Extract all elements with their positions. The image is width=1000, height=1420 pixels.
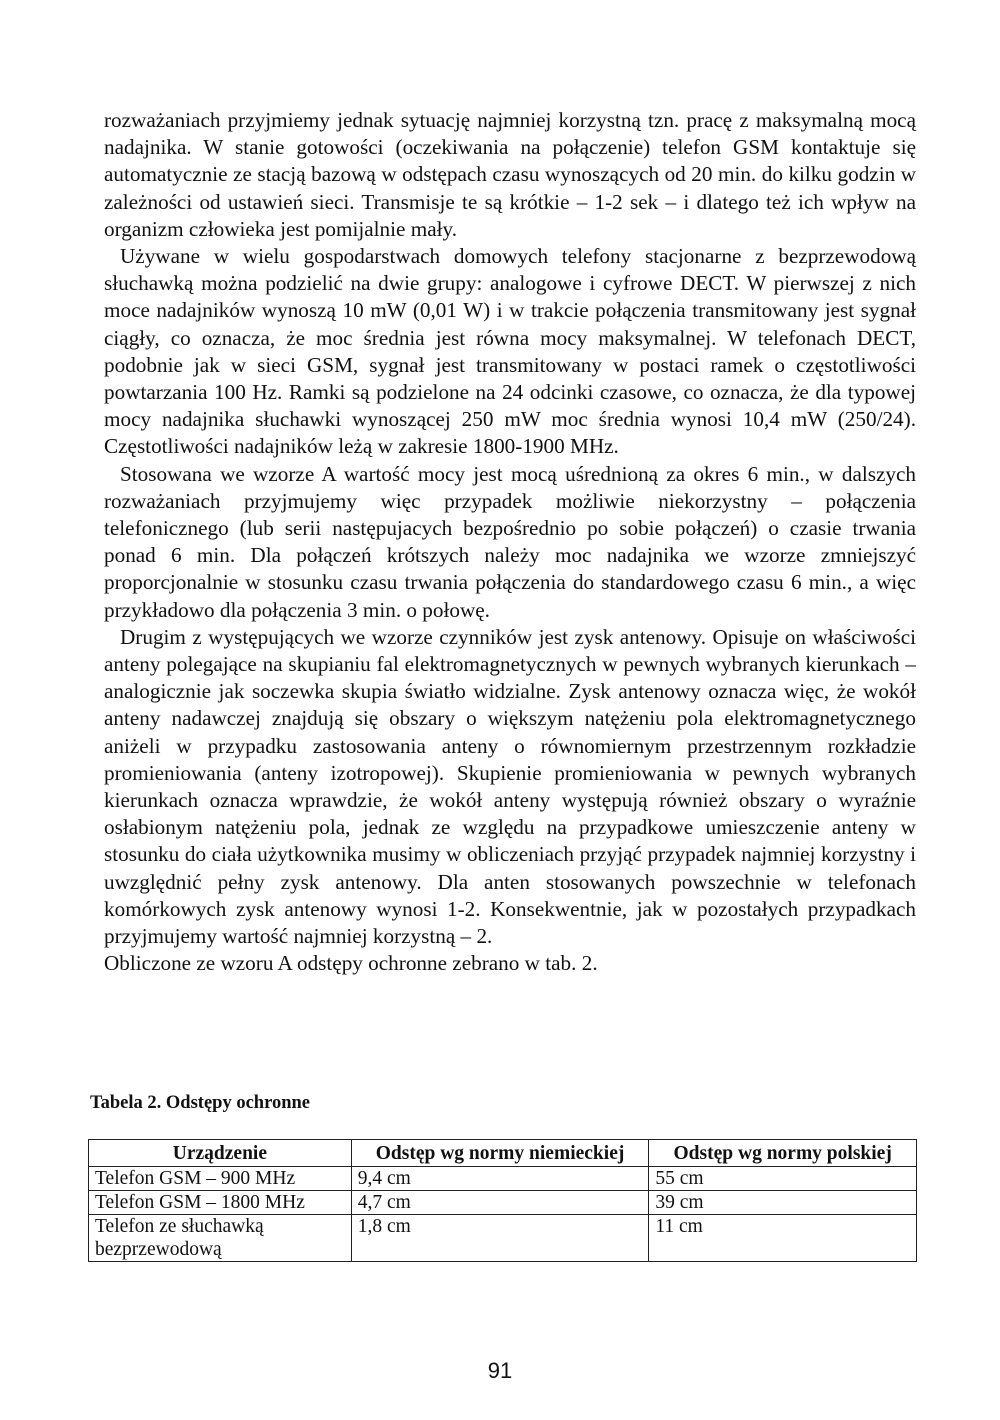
cell-polish-norm: 39 cm xyxy=(649,1191,917,1215)
paragraph-2: Używane w wielu gospodarstwach domowych telefony stacjonarne z bezprzewodową słuchawką można podzielić na dwie grupy: analogowe i cyfrowe DECT. W pierwszej z nich moce nadajników wynoszą 10 mW (0,01 W) i w trakcie połączenia transmitowany jest sygnał ciągły, co oznacza, że moc średnia jest równa mocy maksymalnej. W telefonach DECT, podobnie jak w sieci GSM, sygnał jest transmitowany w postaci ramek o częstotliwości powtarzania 100 Hz. Ramki są podzielone na 24 odcinki czasowe, co oznacza, że dla typowej mocy nadajnika słuchawki wynoszącej 250 mW moc średnia wynosi 10,4 mW (250/24). Częstotliwości nadajników leżą w zakresie 1800-1900 MHz. xyxy=(104,244,916,459)
protective-distance-table xyxy=(88,1139,917,1262)
header-polish-norm: Odstęp wg normy polskiej xyxy=(649,1140,917,1167)
cell-polish-norm: 55 cm xyxy=(649,1167,917,1191)
header-german-norm: Odstęp wg normy niemieckiej xyxy=(351,1140,649,1167)
cell-device: Telefon ze słuchawką bezprzewodową xyxy=(89,1215,352,1262)
cell-german-norm: 9,4 cm xyxy=(351,1167,649,1191)
table-row xyxy=(89,1167,917,1191)
paragraph-1: rozważaniach przyjmiemy jednak sytuację najmniej korzystną tzn. pracę z maksymalną mocą nadajnika. W stanie gotowości (oczekiwania na połączenie) telefon GSM kontaktuje się automatycznie ze stacją bazową w odstępach czasu wynoszących od 20 min. do kilku godzin w zależności od ustawień sieci. Transmisje te są krótkie – 1-2 sek – i dlatego też ich wpływ na organizm człowieka jest pomijalnie mały. xyxy=(104,108,916,241)
cell-german-norm: 4,7 cm xyxy=(351,1191,649,1215)
paragraph-4: Drugim z występujących we wzorze czynników jest zysk antenowy. Opisuje on właściwości anteny polegające na skupianiu fal elektromagnetycznych w pewnych wybranych kierunkach – analogicznie jak soczewka skupia światło widzialne. Zysk antenowy oznacza więc, że wokół anteny nadawczej znajdują się obszary o większym natężeniu pola elektromagnetycznego aniżeli w przypadku zastosowania anteny o równomiernym przestrzennym rozkładzie promieniowania (anteny izotropowej). Skupienie promieniowania w pewnych wybranych kierunkach oznacza wprawdzie, że wokół anteny występują również obszary o wyraźnie osłabionym natężeniu pola, jednak ze względu na przypadkowe umieszczenie anteny w stosunku do ciała użytkownika musimy w obliczeniach przyjąć przypadek najmniej korzystny i uwzględnić pełny zysk antenowy. Dla anten stosowanych powszechnie w telefonach komórkowych zysk antenowy wynosi 1-2. Konsekwentnie, jak w pozostałych przypadkach przyjmujemy wartość najmniej korzystną – 2. xyxy=(104,624,916,949)
cell-german-norm: 1,8 cm xyxy=(351,1215,649,1262)
cell-device: Telefon GSM – 900 MHz xyxy=(89,1167,352,1191)
table-header-row xyxy=(89,1140,917,1167)
body-text xyxy=(104,107,916,978)
paragraph-5: Obliczone ze wzoru A odstępy ochronne zebrano w tab. 2. xyxy=(104,951,598,976)
paragraph-3: Stosowana we wzorze A wartość mocy jest mocą uśrednioną za okres 6 min., w dalszych rozważaniach przyjmujemy więc przypadek możliwie niekorzystny – połączenia telefonicznego (lub serii następujacych bezpośrednio po sobie połączeń) o czasie trwania ponad 6 min. Dla połączeń krótszych należy moc nadajnika we wzorze zmniejszyć proporcjonalnie w stosunku czasu trwania połączenia do standardowego czasu 6 min., a więc przykładowo dla połączenia 3 min. o połowę. xyxy=(104,461,916,622)
page-number: 91 xyxy=(487,1358,513,1383)
table-row xyxy=(89,1215,917,1262)
table-row xyxy=(89,1191,917,1215)
cell-device: Telefon GSM – 1800 MHz xyxy=(89,1191,352,1215)
cell-polish-norm: 11 cm xyxy=(649,1215,917,1262)
table-caption: Tabela 2. Odstępy ochronne xyxy=(90,1093,310,1113)
header-device: Urządzenie xyxy=(89,1140,352,1167)
